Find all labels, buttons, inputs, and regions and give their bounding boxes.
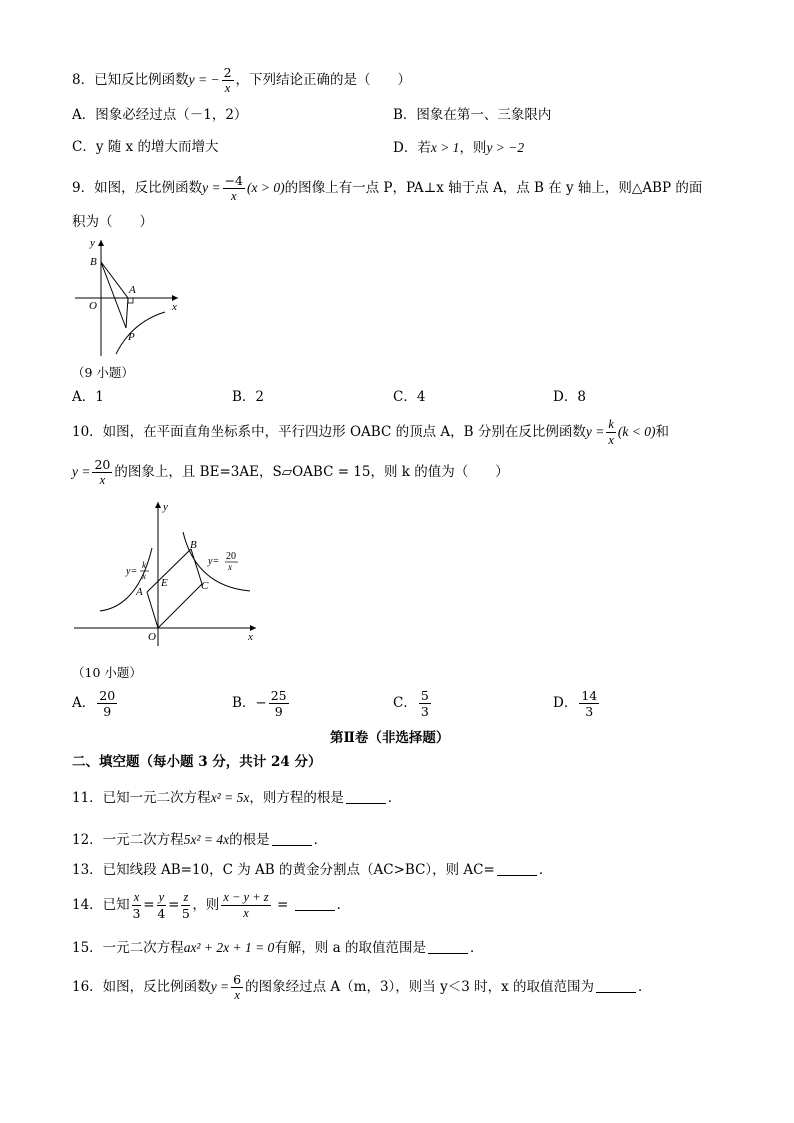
q9-label-b: B [90, 256, 97, 268]
q10-side-co [158, 584, 202, 628]
q9-stem-line2: 积为（ ） [72, 214, 153, 230]
q9-label-o: O [89, 300, 97, 312]
q10-curve-label-right-den: x [228, 562, 232, 572]
q8-stem: 8．已知反比例函数y = − $\frac{2}{x}$ ，下列结论正确的是（ ） [72, 65, 412, 96]
q8-option-c: C．y 随 x 的增大而增大 [72, 139, 219, 155]
q10-fraction-1: $\frac{k}{x}$ [608, 417, 614, 448]
q10-side-bc [191, 549, 202, 584]
q9-right-angle [128, 298, 133, 303]
q12-answer-blank[interactable] [272, 845, 312, 846]
q9-option-a: A．1 [72, 389, 104, 405]
q9-option-c: C．4 [393, 389, 426, 405]
part2-title: 第Ⅱ卷（非选择题） [330, 730, 450, 746]
q8-option-b: B．图象在第一、三象限内 [393, 107, 552, 123]
q9-label-y: y [90, 237, 95, 249]
q11: 11．已知一元二次方程x² = 5x，则方程的根是 ． [72, 790, 402, 806]
q10-label-a: A [136, 586, 143, 598]
q13: 13．已知线段 AB=10，C 为 AB 的黄金分割点（AC>BC），则 AC= ． [72, 862, 553, 878]
q10-caption: （10 小题） [72, 665, 142, 680]
q13-answer-blank[interactable] [497, 875, 537, 876]
q12: 12．一元二次方程5x² = 4x的根是 ． [72, 832, 328, 848]
q14: 14．已知 $\frac{x}{3}$ = $\frac{y}{4}$ = $\frac{z}{5}$ ，则 $\frac{x - y + z}{x}$ = ． [72, 890, 351, 922]
q8-fraction: $\frac{2}{x}$ [223, 65, 232, 96]
q10-curve-label-right: y= [208, 556, 220, 567]
q10-label-b: B [190, 539, 197, 551]
q9-fraction: $\frac{-4}{x}$ [224, 173, 244, 204]
q9-option-b: B．2 [232, 389, 265, 405]
q8-option-a: A．图象必经过点（－1，2） [72, 107, 248, 123]
q10-option-b: B．− $\frac{25}{9}$ [232, 688, 287, 720]
q9-label-a: A [129, 284, 136, 296]
q10-stem-line2: y = $\frac{20}{x}$ 的图象上，且 BE=3AE，S▱OABC = 15，则 k 的值为（ ） [72, 457, 509, 488]
q8-func-lhs: y = − [188, 72, 220, 88]
q10-option-c: C． $\frac{5}{3}$ [393, 688, 429, 720]
q14-answer-blank[interactable] [295, 910, 335, 911]
q10-label-c: C [201, 580, 209, 592]
q10-label-e: E [161, 577, 168, 589]
q10-label-o: O [148, 631, 156, 643]
q10-curve-label-left-num: k [142, 560, 146, 570]
q10-curve-label-left-den: x [142, 571, 146, 581]
q10-option-a: A． $\frac{20}{9}$ [72, 688, 116, 720]
q9-curve [116, 312, 165, 354]
q9-figure [70, 236, 190, 361]
q10-label-x: x [248, 631, 253, 643]
q16: 16．如图，反比例函数y = $\frac{6}{x}$ 的图象经过点 A（m，3），则当 y＜3 时，x 的取值范围为 ． [72, 972, 652, 1003]
q11-answer-blank[interactable] [346, 803, 386, 804]
q16-answer-blank[interactable] [596, 992, 636, 993]
q9-caption: （9 小题） [72, 365, 134, 380]
section2-title: 二、填空题（每小题 3 分，共计 24 分） [72, 754, 322, 770]
q9-segment-ba [101, 262, 128, 298]
q15: 15．一元二次方程ax² + 2x + 1 = 0有解，则 a 的取值范围是 ． [72, 940, 484, 956]
q10-side-oa [147, 592, 158, 628]
q9-segment-bp [101, 262, 126, 328]
q10-stem: 10．如图，在平面直角坐标系中，平行四边形 OABC 的顶点 A，B 分别在反比例函数y = $\frac{k}{x}$ (k < 0)和 [72, 417, 669, 448]
q9-option-d: D．8 [553, 389, 586, 405]
q9-stem: 9．如图，反比例函数y = $\frac{-4}{x}$ (x > 0)的图像上有一点 P，PA⊥x 轴于点 A，点 B 在 y 轴上，则△ABP 的面 [72, 173, 703, 204]
q9-label-x: x [172, 301, 177, 313]
q10-fraction-2: $\frac{20}{x}$ [94, 457, 111, 488]
q10-side-ab [147, 549, 191, 592]
q8-option-d: D．若x > 1，则y > −2 [393, 140, 525, 156]
q15-answer-blank[interactable] [428, 953, 468, 954]
q10-curve-label-left: y= [126, 566, 138, 577]
q10-curve-label-right-num: 20 [226, 551, 236, 562]
q10-figure [70, 498, 270, 650]
q9-label-p: P [128, 331, 135, 343]
q10-label-y: y [163, 501, 168, 513]
q10-option-d: D． $\frac{14}{3}$ [553, 688, 598, 720]
